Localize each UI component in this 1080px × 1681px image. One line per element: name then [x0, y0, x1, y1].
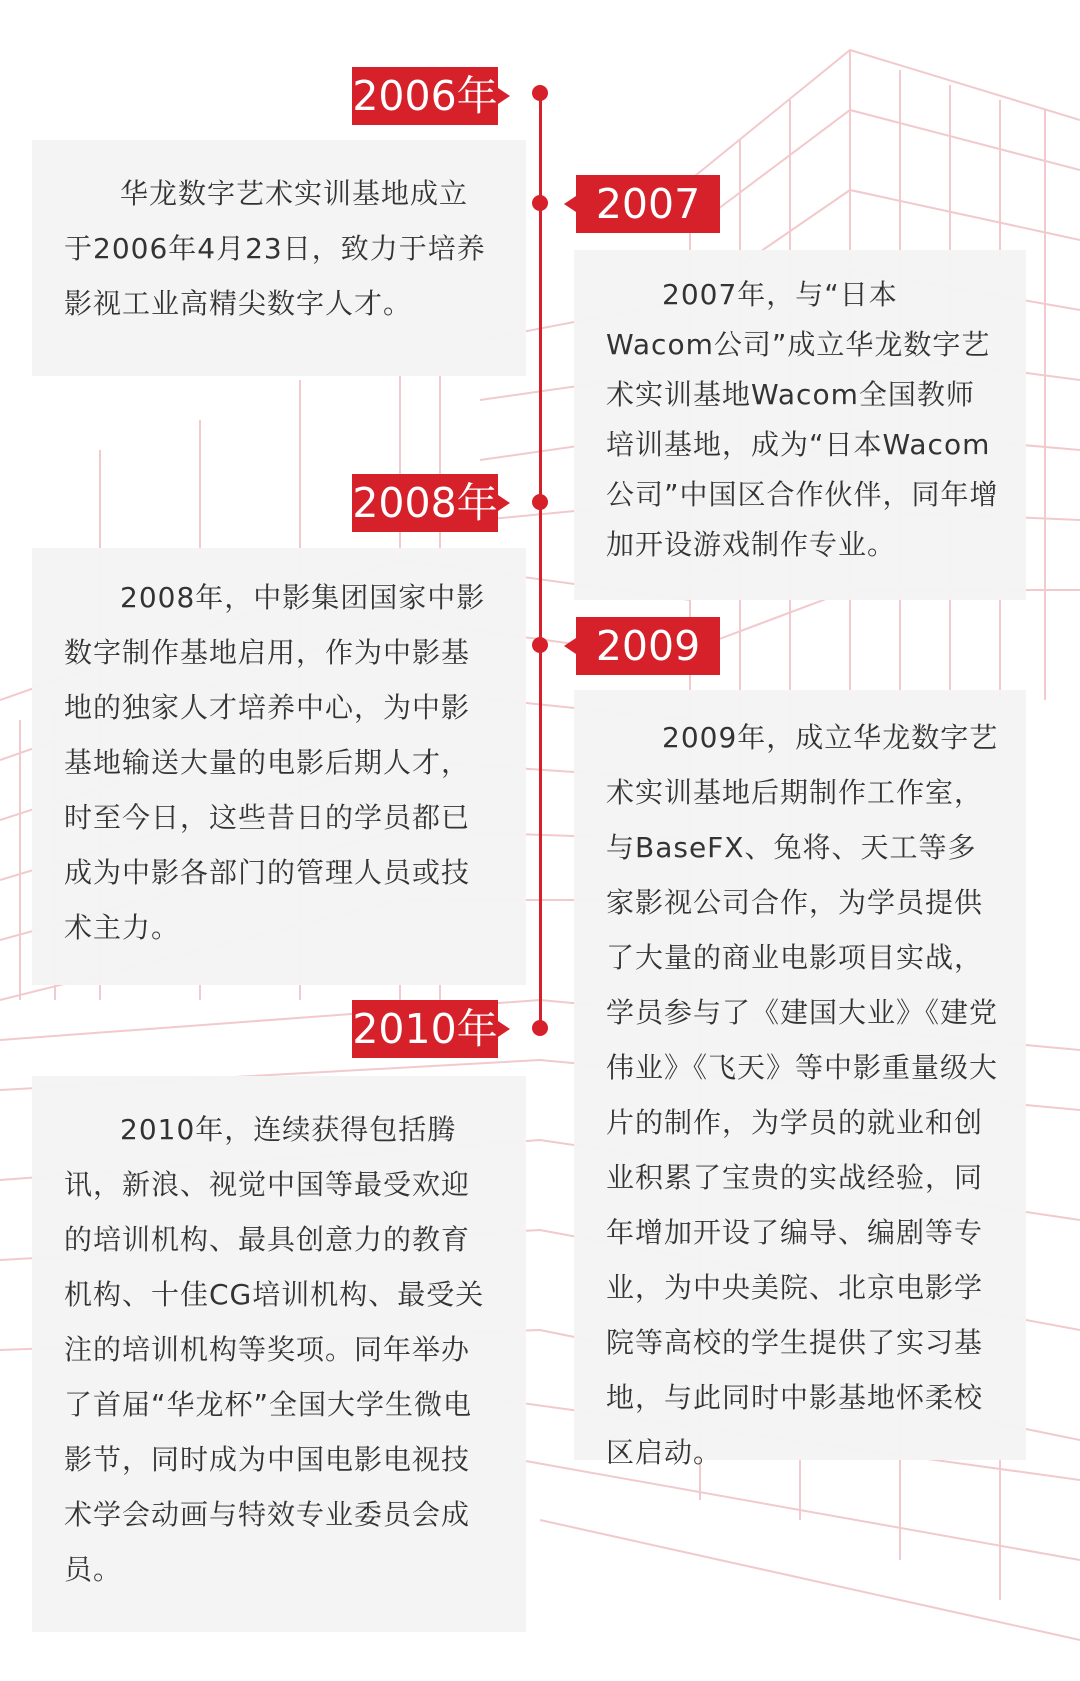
timeline-card-2010	[32, 1076, 526, 1632]
timeline-text-2009: 2009年，成立华龙数字艺术实训基地后期制作工作室，与BaseFX、兔将、天工等多家影视公司合作，为学员提供了大量的商业电影项目实战，学员参与了《建国大业》《建党伟业》《飞天》等中影重量级大片的制作，为学员的就业和创业积累了宝贵的实战经验，同年增加开设了编导、编剧等专业，为中央美院、北京电影学院等高校的学生提供了实习基地，与此同时中影基地怀柔校区启动。	[606, 721, 999, 1469]
timeline-dot-2010	[532, 1020, 548, 1036]
timeline-dot-2007	[532, 195, 548, 211]
timeline-text-2008: 2008年，中影集团国家中影数字制作基地启用，作为中影基地的独家人才培养中心，为中影基地输送大量的电影后期人才，时至今日，这些昔日的学员都已成为中影各部门的管理人员或技术主力。	[64, 581, 486, 944]
year-label-2009: 2009	[576, 617, 720, 675]
year-label-2007: 2007	[576, 175, 720, 233]
timeline-text-2006: 华龙数字艺术实训基地成立于2006年4月23日，致力于培养影视工业高精尖数字人才。	[64, 177, 486, 320]
timeline-dot-2006	[532, 85, 548, 101]
year-label-2008: 2008年	[352, 474, 498, 532]
timeline-card-2009	[574, 690, 1026, 1469]
timeline-text-2010: 2010年，连续获得包括腾讯，新浪、视觉中国等最受欢迎的培训机构、最具创意力的教育机构、十佳CG培训机构、最受关注的培训机构等奖项。同年举办了首届“华龙杯”全国大学生微电影节，同时成为中国电影电视技术学会动画与特效专业委员会成员。	[64, 1113, 485, 1586]
year-label-2010: 2010年	[352, 1000, 498, 1058]
timeline-dot-2009	[532, 637, 548, 653]
timeline-dot-2008	[532, 494, 548, 510]
timeline-card-2008	[32, 548, 526, 985]
timeline-card-2007	[574, 250, 1026, 600]
timeline-line	[539, 92, 542, 1029]
timeline-card-2006	[32, 140, 526, 376]
timeline-text-2007: 2007年，与“日本Wacom公司”成立华龙数字艺术实训基地Wacom全国教师培训基地，成为“日本Wacom公司”中国区合作伙伴，同年增加开设游戏制作专业。	[606, 278, 999, 561]
year-label-2006: 2006年	[352, 67, 498, 125]
